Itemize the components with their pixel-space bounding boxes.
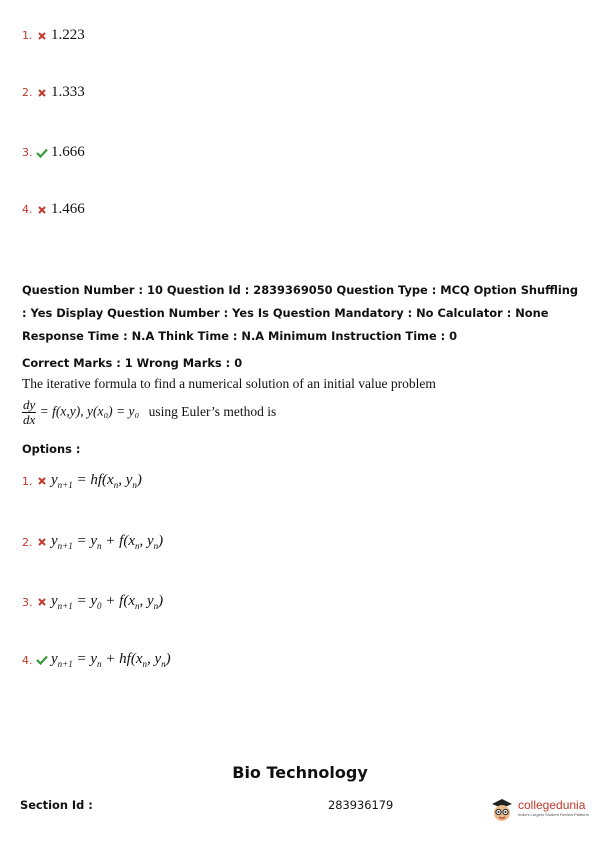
section-title: Bio Technology [232,763,368,782]
option-number: 3. [22,146,33,159]
wrong-icon [36,477,48,485]
option-2 [22,533,163,551]
option-formula: $y_{n+1} = hf(x_n$, $y_n$) [51,472,142,490]
check-icon [36,148,48,158]
option-formula: $y_{n+1} = y_n + f(x_n$, $y_n$) [51,533,164,551]
wrong-icon [36,598,48,606]
question-marks: Correct Marks : 1 Wrong Marks : 0 [22,356,243,370]
option-number: 4. [22,653,33,667]
fraction-numerator: dy [23,397,36,412]
question-meta: Question Number : 10 Question Id : 2839369050 Question Type : MCQ Option Shuffling : Yes Display Question Number : Yes Is Question Mandatory : No Calculator : None Response Time : N.A Think Time : N.A Minimum Instruction Time : 0 [22,283,578,343]
collegedunia-logo [490,796,589,824]
logo-name: collegedunia [518,798,586,812]
wrong-icon [36,538,48,546]
section-id-label: Section Id : [20,798,93,812]
question-text: The iterative formula to find a numerical solution of an initial value problem [22,376,436,391]
wrong-icon [36,32,48,40]
check-icon [36,655,48,665]
option-number: 1. [22,29,33,42]
prev-option-3 [22,144,85,161]
question-text-tail: using Euler’s method is [148,403,277,419]
option-number: 2. [22,535,33,549]
option-number: 4. [22,203,33,216]
option-number: 2. [22,86,33,99]
wrong-icon [36,206,48,214]
option-formula: $y_{n+1} = y_n + hf(x_n$, $y_n$) [51,651,171,669]
prev-option-2 [22,84,85,101]
option-value: 1.333 [51,84,85,100]
mascot-icon [490,796,514,824]
prev-option-4 [22,201,85,218]
fraction-denominator: dx [23,412,36,427]
option-number: 1. [22,474,33,488]
option-3 [22,593,163,611]
option-value: 1.466 [51,201,85,217]
wrong-icon [36,89,48,97]
equation-body: = f(x,y), y(x₀) = y₀ [39,403,140,419]
option-value: 1.223 [51,27,85,43]
option-value: 1.666 [51,144,85,160]
derivative-fraction [22,398,36,427]
section-id-value: 283936179 [328,798,394,812]
logo-tagline: India's Largest Student Review Platform [518,812,590,817]
option-number: 3. [22,595,33,609]
question-equation [22,398,276,427]
options-label: Options : [22,442,81,456]
option-formula: $y_{n+1} = y_0 + f(x_n$, $y_n$) [51,593,164,611]
option-1 [22,472,142,490]
option-4 [22,651,171,669]
prev-option-1 [22,27,85,44]
